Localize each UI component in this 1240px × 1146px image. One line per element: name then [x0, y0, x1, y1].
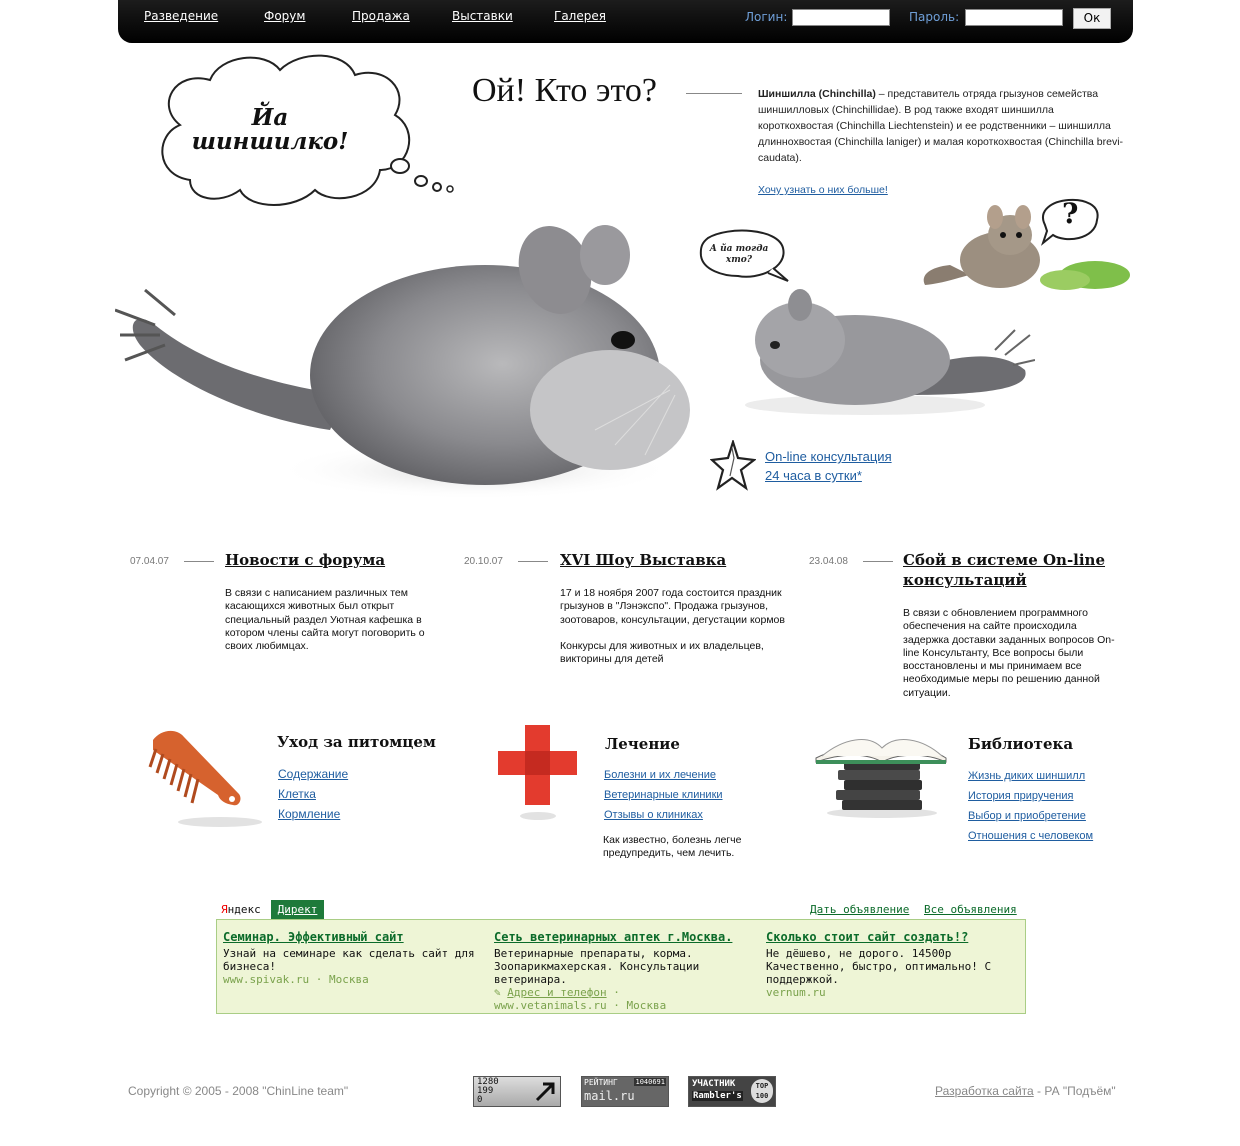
news-body-show-p2: Конкурсы для животных и их владельцев, викторины для детей [560, 639, 764, 666]
library-link-history[interactable]: История приручения [968, 790, 1074, 802]
yandex-direct-tab[interactable]: Директ [271, 900, 324, 919]
consult-line-2[interactable]: 24 часа в сутки* [765, 468, 862, 483]
health-link-diseases[interactable]: Болезни и их лечение [604, 769, 716, 781]
yandex-logo [221, 903, 261, 916]
counter-value-3: 0 [477, 1095, 483, 1105]
intro-text [758, 86, 1130, 166]
ad-url[interactable]: www.spivak.ru [223, 973, 310, 986]
star-icon [710, 440, 756, 492]
ad-url-line: www.vetanimals.ru · Москва [494, 999, 667, 1012]
ad-url[interactable]: www.vetanimals.ru [494, 999, 607, 1012]
news-date: 23.04.08 [809, 556, 848, 567]
give-ad-link[interactable]: Дать объявление [810, 903, 910, 916]
ad-text: Ветеринарные препараты, корма. Зоопарикмахерская. Консультации ветеринара. [494, 947, 700, 986]
library-link-choice[interactable]: Выбор и приобретение [968, 810, 1086, 822]
ad-item [766, 926, 1016, 999]
news-title-show[interactable]: XVI Шоу Выставка [560, 551, 727, 569]
counter-value-2: 199 [477, 1086, 494, 1096]
ad-title[interactable]: Семинар. Эффективный сайт [223, 930, 404, 944]
developer-name: - РА "Подъём" [1033, 1084, 1116, 1098]
news-date: 07.04.07 [130, 556, 169, 567]
news-title-outage-line-2[interactable]: консультаций [903, 571, 1027, 589]
intro-body: – представитель отряда грызунов семейства шиншилловых (Chinchillidae). В род также входят шиншилла короткохвостая (Chinchilla Liechtenstein) и ее родственники – шиншилла длиннохвостая (Chinchilla laniger) и малая короткохвостая (Chinchilla brevi-caudata). [758, 88, 1124, 164]
news-body-outage: В связи с обновлением программного обеспечения на сайте происходила задержка доставки заданных вопросов On-line Консультанту, Все вопросы были восстановлены и мы принимаем все необходимые меры по решению данной ситуации. [903, 607, 1115, 699]
counter2-label: РЕЙТИНГ [584, 1078, 618, 1087]
news-body-show [560, 587, 785, 666]
books-icon [814, 726, 949, 818]
ad-title[interactable]: Сколько стоит сайт создать!? [766, 930, 969, 944]
ad-title[interactable]: Сеть ветеринарных аптек г.Москва. [494, 930, 733, 944]
yandex-ads-box [216, 919, 1026, 1014]
question-mark: ? [1062, 197, 1079, 230]
pencil-icon: ✎ [494, 986, 501, 999]
all-ads-link[interactable]: Все объявления [924, 903, 1017, 916]
ad-item [494, 926, 754, 1012]
medical-cross-icon [495, 723, 585, 823]
chinchilla-photo-large [115, 215, 705, 505]
counter2-brand: mail.ru [584, 1089, 635, 1103]
learn-more-link[interactable]: Хочу узнать о них больше! [758, 184, 888, 196]
top100-badge [751, 1079, 773, 1103]
password-label: Пароль: [909, 10, 960, 24]
developer-credit [935, 1084, 1116, 1098]
news-divider [863, 561, 893, 562]
news-divider [184, 561, 214, 562]
nav-link-breeding[interactable]: Разведение [144, 9, 219, 23]
health-link-clinics[interactable]: Ветеринарные клиники [604, 789, 723, 801]
news-title-outage-line-1[interactable]: Сбой в системе On-line [903, 551, 1106, 569]
bubble-line-2: шиншилко! [191, 128, 349, 155]
section-title-health: Лечение [605, 735, 680, 753]
news-body-forum: В связи с написанием различных тем касающихся животных был открыт специальный раздел Уютная кафешка в котором члены сайта могут поговорить о своих любимцах. [225, 587, 425, 653]
ad-city: Москва [626, 999, 667, 1012]
news-title-outage[interactable] [903, 551, 1105, 590]
health-note: Как известно, болезнь легче предупредить, чем лечить. [603, 834, 742, 860]
ad-text: Не дёшево, не дорого. 14500р Качественно, быстро, оптимально! С поддержкой. [766, 947, 992, 986]
care-link-feeding[interactable]: Кормление [278, 807, 341, 821]
news-title-forum[interactable]: Новости с форума [225, 551, 386, 569]
library-link-relations[interactable]: Отношения с человеком [968, 830, 1094, 842]
rambler-top100-counter[interactable] [688, 1076, 776, 1107]
ad-city: Москва [328, 973, 369, 986]
section-links-health [604, 765, 723, 825]
section-links-library [968, 766, 1093, 846]
consult-line-1[interactable]: On-line консультация [765, 449, 892, 464]
counter3-label: УЧАСТНИК [692, 1079, 736, 1089]
chinchilla-photo-back [745, 285, 1035, 415]
section-title-library: Библиотека [968, 735, 1074, 753]
yandex-logo-y: Я [221, 903, 228, 916]
counter2-number: 1040691 [635, 1078, 665, 1086]
developer-link[interactable]: Разработка сайта [935, 1084, 1034, 1098]
ad-url[interactable]: vernum.ru [766, 986, 826, 999]
ad-text: Узнай на семинаре как сделать сайт для бизнеса! [223, 947, 475, 973]
news-body-show-p1: 17 и 18 ноября 2007 года состоится праздник грызунов в "Лэнэкспо". Продажа грызунов, зоотоваров, консультации, дегустации кормов [560, 587, 785, 626]
mailru-rating-counter[interactable] [581, 1076, 669, 1107]
comb-icon [148, 725, 263, 833]
counter-values [477, 1078, 499, 1105]
yandex-logo-rest: ндекс [227, 903, 261, 916]
badge-number: 100 [755, 1092, 769, 1100]
nav-link-sale[interactable]: Продажа [352, 9, 410, 23]
ad-url-line: www.spivak.ru · Москва [223, 973, 369, 986]
ad-address-line: ✎ Адрес и телефон · [494, 986, 620, 999]
small-bubble-text [700, 244, 778, 266]
bubble-text [180, 106, 360, 154]
small-bubble-line-1: А йа тогда [709, 244, 769, 254]
section-title-care: Уход за питомцем [277, 733, 436, 751]
title-divider [686, 93, 742, 94]
nav-link-exhibitions[interactable]: Выставки [452, 9, 513, 23]
ad-address-link[interactable]: Адрес и телефон [507, 986, 607, 999]
counter-value-1: 1280 [477, 1077, 499, 1087]
news-date: 20.10.07 [464, 556, 503, 567]
login-input[interactable] [792, 9, 890, 26]
counter3-brand: Rambler's [693, 1091, 742, 1101]
password-input[interactable] [965, 9, 1063, 26]
badge-top: TOP [755, 1082, 769, 1090]
news-divider [518, 561, 548, 562]
online-consultation-link[interactable] [765, 448, 892, 484]
copyright: Copyright © 2005 - 2008 "ChinLine team" [128, 1084, 349, 1098]
hero-title: Ой! Кто это? [472, 72, 657, 109]
section-links-care [278, 764, 348, 824]
intro-bold: Шиншилла (Chinchilla) [758, 88, 876, 100]
small-bubble-line-2: хто? [725, 255, 753, 265]
login-ok-button[interactable]: Ок [1073, 8, 1111, 29]
arrow-icon [535, 1080, 557, 1102]
bubble-line-1: Йа [251, 104, 289, 131]
care-link-cage[interactable]: Клетка [278, 787, 316, 801]
nav-link-gallery[interactable]: Галерея [554, 9, 606, 23]
library-link-wild[interactable]: Жизнь диких шиншилл [968, 770, 1086, 782]
care-link-keeping[interactable]: Содержание [278, 767, 349, 781]
login-label: Логин: [745, 10, 788, 24]
top-navigation-bar [118, 0, 1133, 43]
health-link-reviews[interactable]: Отзывы о клиниках [604, 809, 703, 821]
ad-item [223, 926, 483, 986]
liveinternet-counter[interactable] [473, 1076, 561, 1107]
nav-link-forum[interactable]: Форум [264, 9, 306, 23]
